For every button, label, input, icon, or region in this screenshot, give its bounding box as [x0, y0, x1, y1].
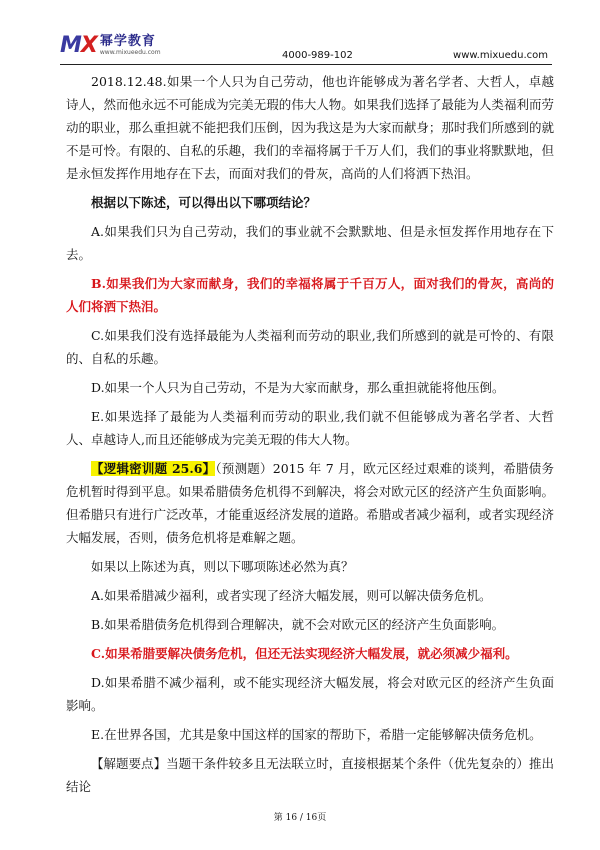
q1-option-e: E.如果选择了最能为人类福利而劳动的职业,我们就不但能够成为著名学者、大哲人、卓越诗人,而且还能够成为完美无瑕的伟大人物。: [66, 409, 554, 447]
q2-option-e: E.在世界各国，尤其是象中国这样的国家的帮助下，希腊一定能够解决债务危机。: [91, 727, 542, 742]
q2-option-d: D.如果希腊不减少福利，或不能实现经济大幅发展，将会对欧元区的经济产生负面影响。: [66, 675, 554, 713]
logo-letter-x: X: [80, 33, 97, 58]
q2-option-b: B.如果希腊债务危机得到合理解决，就不会对欧元区的经济产生负面影响。: [91, 617, 505, 632]
q2-option-c-answer: C.如果希腊要解决债务危机，但还无法实现经济大幅发展，就必须减少福利。: [91, 646, 518, 661]
q1-option-c: C.如果我们没有选择最能为人类福利而劳动的职业,我们所感到的就是可怜的、有限的、自私的乐趣。: [66, 328, 554, 366]
q2-question: 如果以上陈述为真，则以下哪项陈述必然为真？: [91, 559, 354, 574]
header-phone: 4000-989-102: [282, 50, 353, 61]
q2-option-a: A.如果希腊减少福利，或者实现了经济大幅发展，则可以解决债务危机。: [91, 588, 492, 603]
q1-option-b-answer: B.如果我们为大家而献身，我们的幸福将属于千百万人，面对我们的骨灰，高尚的人们将洒下热泪。: [66, 276, 554, 314]
brand-logo: [60, 34, 161, 62]
q2-stem-block: [66, 457, 554, 549]
q1-stem: 2018.12.48.如果一个人只为自己劳动，他也许能够成为著名学者、大哲人，卓越诗人，然而他永远不可能成为完美无瑕的伟大人物。如果我们选择了最能为人类福利而劳动的职业，那么重担就不能把我们压倒，因为我这是为大家而献身；那时我们所感到的就不是可怜。有限的、自私的乐趣，我们的幸福将属于千万人们，我们的事业将默默地，但是永恒发挥作用地存在下去，而面对我们的骨灰，高尚的人们将洒下热泪。: [66, 74, 554, 181]
q2-solution-tip: 【解题要点】当题干条件较多且无法联立时，直接根据某个条件（优先复杂的）推出结论: [66, 756, 554, 794]
q2-tag: 【逻辑密训题 25.6】: [91, 461, 216, 476]
logo-letter-m: M: [60, 33, 81, 58]
logo-mark: [60, 34, 97, 58]
logo-name: 幂学教育: [99, 34, 156, 49]
q1-question: 根据以下陈述，可以得出以下哪项结论？: [91, 195, 317, 210]
page-header: [60, 34, 552, 65]
header-website: www.mixuedu.com: [453, 50, 548, 61]
page-content: [66, 70, 554, 804]
q2-stem: （预测题）2015 年 7 月，欧元区经过艰难的谈判，希腊债务危机暂时得到平息。如果希腊债务危机得不到解决，将会对欧元区的经济产生负面影响。但希腊只有进行广泛改革，才能重返经济发展的道路。希腊或者减少福利，或者实现经济大幅发展，否则，债务危机将是难解之题。: [66, 461, 555, 545]
q1-option-d: D.如果一个人只为自己劳动，不是为大家而献身，那么重担就能将他压倒。: [91, 380, 505, 395]
page-number: 第 16 / 16页: [273, 813, 327, 823]
logo-url: www.mixueedu.com: [99, 49, 161, 56]
q1-option-a: A.如果我们只为自己劳动，我们的事业就不会默默地、但是永恒发挥作用地存在下去。: [66, 224, 554, 262]
